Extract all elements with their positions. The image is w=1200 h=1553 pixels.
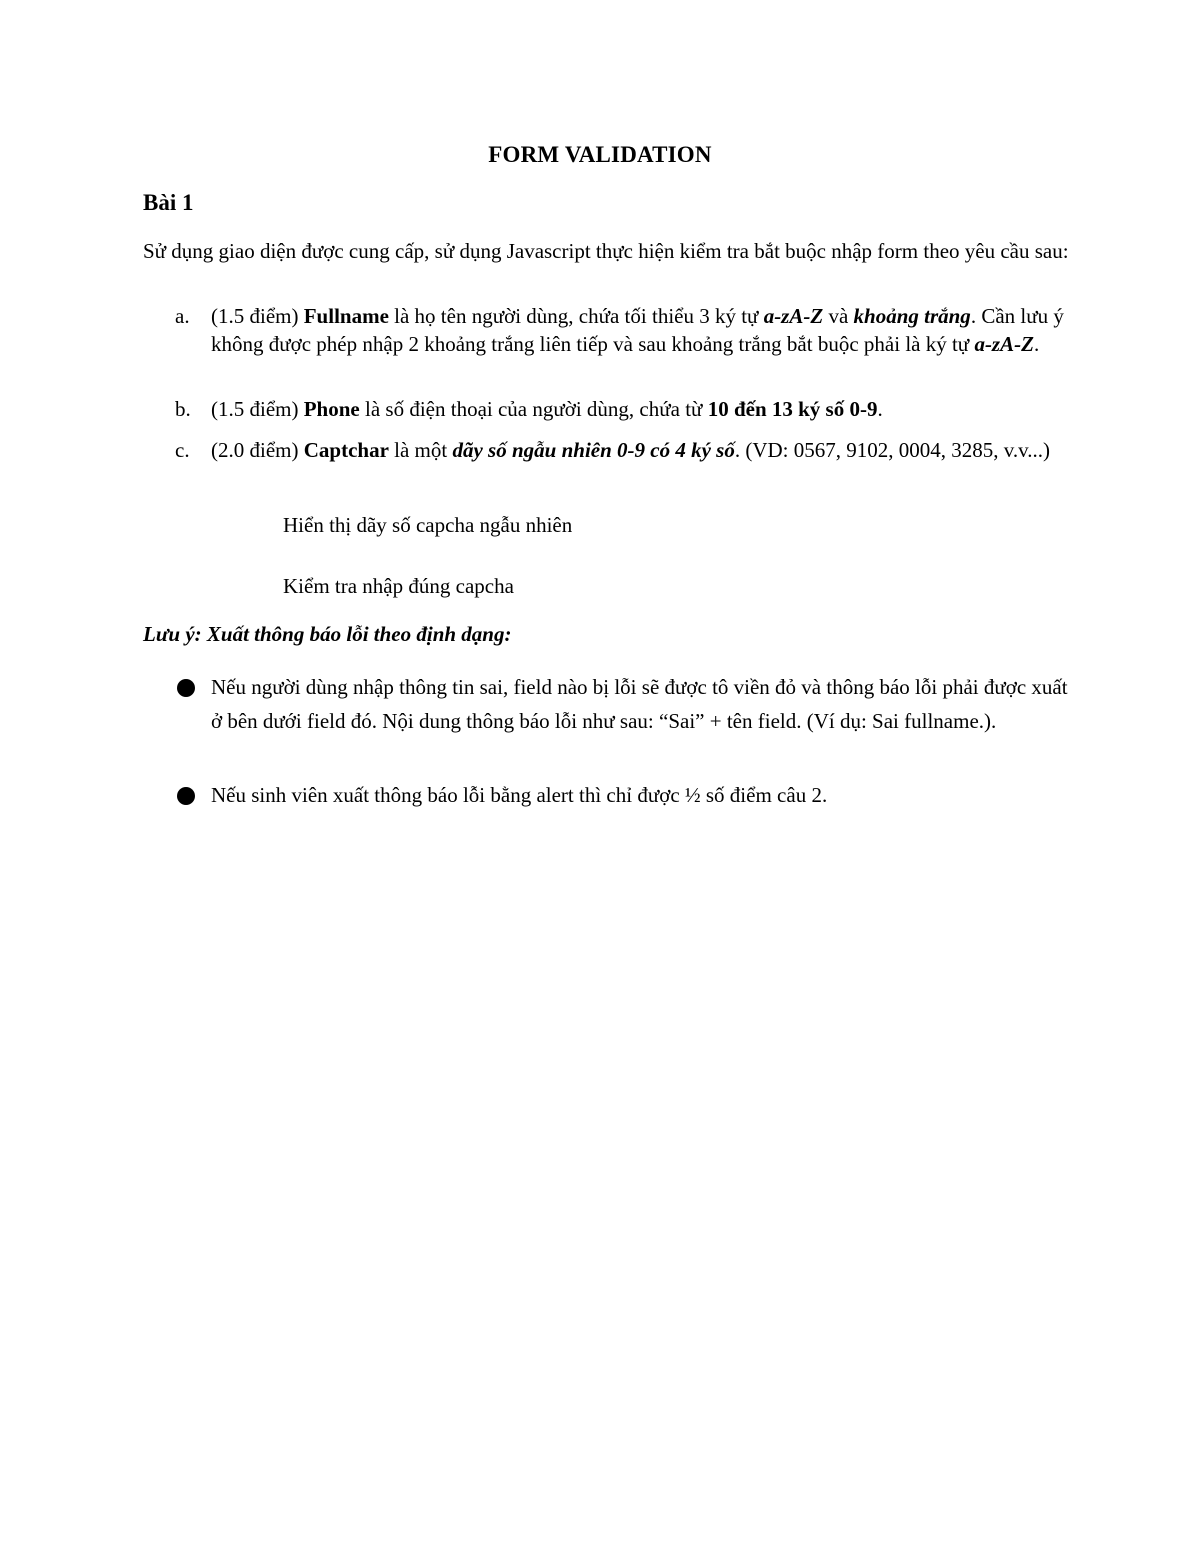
field-name: Captchar xyxy=(303,438,389,462)
text-run: . xyxy=(1033,332,1040,356)
points-label: (2.0 điểm) xyxy=(211,438,299,462)
list-item-text xyxy=(211,436,1071,464)
points-label: (1.5 điểm) xyxy=(211,397,299,421)
intro-paragraph: Sử dụng giao diện được cung cấp, sử dụng Javascript thực hiện kiểm tra bắt buộc nhập form theo yêu cầu sau: xyxy=(143,239,1069,263)
list-item-text xyxy=(211,395,1071,423)
list-marker: c. xyxy=(175,438,190,462)
emphasis-run: a-zA-Z xyxy=(763,304,824,328)
bullet-text: Nếu sinh viên xuất thông báo lỗi bằng alert thì chỉ được ½ số điểm câu 2. xyxy=(211,783,828,807)
list-marker: b. xyxy=(175,397,191,421)
text-run: và xyxy=(828,304,849,328)
note-heading: Lưu ý: Xuất thông báo lỗi theo định dạng: xyxy=(143,622,512,646)
text-run: là số điện thoại của người dùng, chứa từ xyxy=(365,397,703,421)
emphasis-run: a-zA-Z xyxy=(974,332,1034,356)
points-label: (1.5 điểm) xyxy=(211,304,299,328)
bullet-icon xyxy=(177,787,195,805)
text-run: . (VD: 0567, 9102, 0004, 3285, v.v...) xyxy=(734,438,1051,462)
text-run: . xyxy=(877,397,883,421)
sub-item-check-captcha: Kiểm tra nhập đúng capcha xyxy=(283,574,514,598)
bullet-icon xyxy=(177,679,195,697)
sub-item-display-captcha: Hiển thị dãy số capcha ngẫu nhiên xyxy=(283,513,573,537)
list-marker: a. xyxy=(175,304,190,328)
bullet-text: Nếu người dùng nhập thông tin sai, field nào bị lỗi sẽ được tô viền đỏ và thông báo lỗi phải được xuất ở bên dưới field đó. Nội dung thông báo lỗi như sau: “Sai” + tên field. (Ví dụ: Sai fullname.). xyxy=(211,675,1068,733)
section-heading: Bài 1 xyxy=(143,190,194,215)
text-run: là một xyxy=(394,438,448,462)
text-run: là họ tên người dùng, chứa tối thiểu 3 ký tự xyxy=(394,304,759,328)
field-name: Phone xyxy=(303,397,360,421)
field-name: Fullname xyxy=(303,304,389,328)
document-title: FORM VALIDATION xyxy=(488,142,712,167)
text-run: . Cần lưu ý không được phép nhập 2 khoảng trắng liên tiếp và sau khoảng trắng bắt buộc phải là ký tự xyxy=(211,304,1064,356)
list-item-text xyxy=(211,302,1071,358)
emphasis-run: khoảng trắng xyxy=(853,304,971,328)
bold-run: 10 đến 13 ký số 0-9 xyxy=(707,397,878,421)
emphasis-run: dãy số ngẫu nhiên 0-9 có 4 ký số xyxy=(452,438,735,462)
